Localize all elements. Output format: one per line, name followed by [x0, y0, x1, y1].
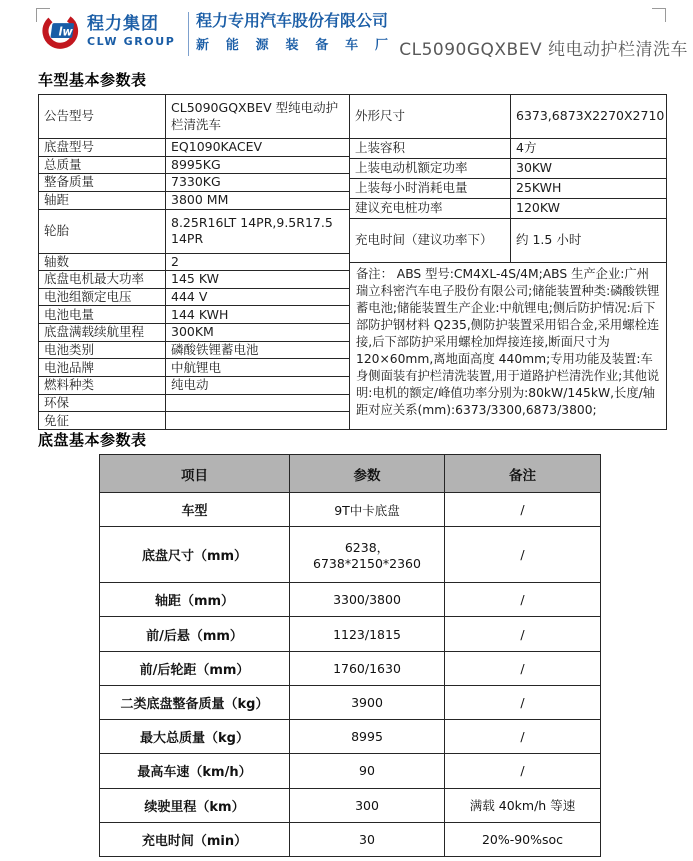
- vehicle-params-table: [38, 94, 665, 430]
- table-row: [39, 377, 350, 395]
- table-row: [100, 527, 601, 583]
- value-cell: 30: [290, 822, 445, 856]
- item-cell: 轴距（mm）: [100, 583, 290, 617]
- table-row: [350, 159, 667, 179]
- item-cell: 充电时间（min）: [100, 822, 290, 856]
- param-value: 300KM: [166, 324, 350, 342]
- item-cell: 底盘尺寸（mm）: [100, 527, 290, 583]
- param-label: 电池类别: [39, 341, 166, 359]
- remark-cell: 满载 40km/h 等速: [445, 788, 601, 822]
- param-value: 2: [166, 253, 350, 271]
- table-row: [39, 394, 350, 412]
- table-row: [350, 95, 667, 139]
- table-row: [100, 493, 601, 527]
- table-header-row: [100, 455, 601, 493]
- table-row: [39, 191, 350, 209]
- column-header: 项目: [100, 455, 290, 493]
- param-label: 整备质量: [39, 174, 166, 192]
- param-value: CL5090GQXBEV 型纯电动护栏清洗车: [166, 95, 350, 139]
- param-value: 纯电动: [166, 377, 350, 395]
- item-cell: 二类底盘整备质量（kg）: [100, 685, 290, 719]
- param-value: 120KW: [511, 199, 667, 219]
- param-label: 底盘型号: [39, 139, 166, 157]
- param-value: 3800 MM: [166, 191, 350, 209]
- subtitle-char: 新: [196, 38, 210, 54]
- param-label: 电池品牌: [39, 359, 166, 377]
- param-label: 电池电量: [39, 306, 166, 324]
- table-row: [39, 139, 350, 157]
- column-header: 备注: [445, 455, 601, 493]
- param-label: 免征: [39, 412, 166, 430]
- param-label: 电池组额定电压: [39, 288, 166, 306]
- remark-cell: /: [445, 617, 601, 651]
- remark-cell: /: [445, 685, 601, 719]
- param-value: 145 KW: [166, 271, 350, 289]
- value-cell: 300: [290, 788, 445, 822]
- param-value: 25KWH: [511, 179, 667, 199]
- table-row: [100, 651, 601, 685]
- table-row: [100, 788, 601, 822]
- page-title: CL5090GQXBEV 纯电动护栏清洗车: [399, 40, 688, 60]
- remark-cell: /: [445, 527, 601, 583]
- column-header: 参数: [290, 455, 445, 493]
- table-row: [39, 271, 350, 289]
- document-header: [38, 8, 688, 60]
- param-label: 轴距: [39, 191, 166, 209]
- header-divider: [188, 12, 189, 56]
- table-row: [39, 288, 350, 306]
- remark-cell: /: [445, 651, 601, 685]
- table-row: [39, 156, 350, 174]
- table-row: [100, 583, 601, 617]
- value-cell: 9T中卡底盘: [290, 493, 445, 527]
- table-row: [39, 412, 350, 430]
- item-cell: 续驶里程（km）: [100, 788, 290, 822]
- param-label: 轮胎: [39, 209, 166, 253]
- company-name: 程力专用汽车股份有限公司: [196, 11, 389, 30]
- chassis-params-table: [99, 454, 601, 857]
- item-cell: 前/后轮距（mm）: [100, 651, 290, 685]
- table-row: [39, 324, 350, 342]
- table-row: [39, 209, 350, 253]
- param-value: [166, 394, 350, 412]
- table-row: [100, 754, 601, 788]
- param-value: 中航锂电: [166, 359, 350, 377]
- param-value: 6373,6873X2270X2710: [511, 95, 667, 139]
- param-label: 底盘电机最大功率: [39, 271, 166, 289]
- table-row: [39, 253, 350, 271]
- param-value: 8995KG: [166, 156, 350, 174]
- param-label: 上装电动机额定功率: [350, 159, 511, 179]
- param-label: 环保: [39, 394, 166, 412]
- table-row: [350, 219, 667, 263]
- company-subtitle: [196, 34, 388, 53]
- subtitle-char: 厂: [374, 38, 388, 54]
- logo-group-en: CLW GROUP: [87, 34, 176, 48]
- item-cell: 最大总质量（kg）: [100, 720, 290, 754]
- subtitle-char: 装: [285, 38, 299, 54]
- param-label: 上装容积: [350, 139, 511, 159]
- table-row: [100, 720, 601, 754]
- logo-text: [87, 13, 176, 48]
- value-cell: 3900: [290, 685, 445, 719]
- table-row: [39, 306, 350, 324]
- clw-logo: [42, 10, 175, 52]
- value-cell: 90: [290, 754, 445, 788]
- table-row: [350, 139, 667, 159]
- param-label: 充电时间（建议功率下）: [350, 219, 511, 263]
- table-row: [100, 685, 601, 719]
- param-value: EQ1090KACEV: [166, 139, 350, 157]
- item-cell: 前/后悬（mm）: [100, 617, 290, 651]
- param-label: 燃料种类: [39, 377, 166, 395]
- value-cell: 1123/1815: [290, 617, 445, 651]
- remarks-cell: 备注： ABS 型号:CM4XL-4S/4M;ABS 生产企业:广州瑞立科密汽车电子股份有限公司;储能装置种类:磷酸铁锂蓄电池;储能装置生产企业:中航锂电;侧后防护情况:后下部防护钢材料 Q235,侧防护装置采用铝合金,采用螺栓连接,后下部防护采用螺栓加焊接连接,断面尺寸为120×60mm,离地面高度 440mm;专用功能及装置:车身侧面装有护栏清洗装置,用于道路护栏清洗作业;其他说明:电机的额定/峰值功率分别为:80kW/145kW,长度/轴距对应关系(mm):6373/3300,6873/3800;: [350, 263, 667, 430]
- table-row: [39, 174, 350, 192]
- remark-cell: /: [445, 720, 601, 754]
- table-row: [350, 263, 667, 430]
- param-label: 建议充电桩功率: [350, 199, 511, 219]
- vehicle-params-right-grid: [349, 94, 667, 430]
- param-label: 轴数: [39, 253, 166, 271]
- table-row: [39, 359, 350, 377]
- param-label: 公告型号: [39, 95, 166, 139]
- param-value: 444 V: [166, 288, 350, 306]
- param-value: 7330KG: [166, 174, 350, 192]
- value-cell: 6238，6738*2150*2360: [290, 527, 445, 583]
- item-cell: 最高车速（km/h）: [100, 754, 290, 788]
- company-block: [196, 11, 388, 53]
- table-row: [350, 179, 667, 199]
- param-value: 144 KWH: [166, 306, 350, 324]
- clw-logo-icon: [42, 10, 82, 52]
- logo-group-name: 程力集团: [87, 13, 159, 34]
- table-row: [100, 617, 601, 651]
- param-value: 约 1.5 小时: [511, 219, 667, 263]
- param-value: [166, 412, 350, 430]
- param-value: 30KW: [511, 159, 667, 179]
- remark-cell: /: [445, 583, 601, 617]
- vehicle-params-left-grid: [38, 94, 350, 430]
- item-cell: 车型: [100, 493, 290, 527]
- param-value: 4方: [511, 139, 667, 159]
- subtitle-char: 源: [255, 38, 269, 54]
- param-label: 外形尺寸: [350, 95, 511, 139]
- value-cell: 3300/3800: [290, 583, 445, 617]
- subtitle-char: 车: [345, 38, 359, 54]
- param-value: 磷酸铁锂蓄电池: [166, 341, 350, 359]
- subtitle-char: 备: [315, 38, 329, 54]
- table-row: [100, 822, 601, 856]
- param-value: 8.25R16LT 14PR,9.5R17.5 14PR: [166, 209, 350, 253]
- table-row: [39, 341, 350, 359]
- param-label: 底盘满载续航里程: [39, 324, 166, 342]
- svg-text:lw: lw: [58, 25, 73, 39]
- param-label: 上装每小时消耗电量: [350, 179, 511, 199]
- table-row: [350, 199, 667, 219]
- remark-cell: /: [445, 493, 601, 527]
- chassis-params-heading: 底盘基本参数表: [38, 431, 147, 449]
- remark-cell: /: [445, 754, 601, 788]
- vehicle-params-heading: 车型基本参数表: [38, 71, 147, 89]
- remark-cell: 20%-90%soc: [445, 822, 601, 856]
- subtitle-char: 能: [225, 38, 239, 54]
- value-cell: 1760/1630: [290, 651, 445, 685]
- table-row: [39, 95, 350, 139]
- param-label: 总质量: [39, 156, 166, 174]
- value-cell: 8995: [290, 720, 445, 754]
